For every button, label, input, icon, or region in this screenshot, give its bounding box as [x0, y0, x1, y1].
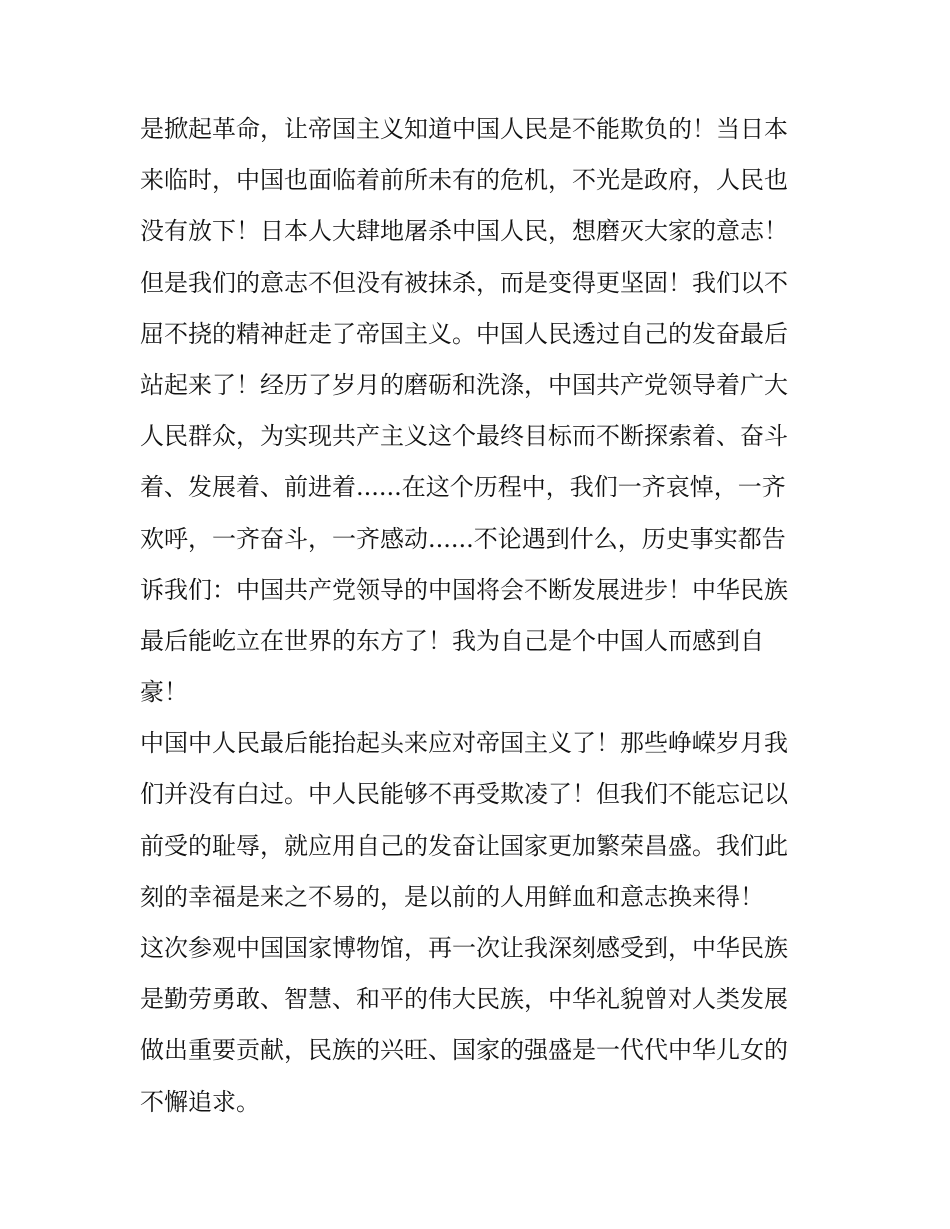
text-line: 欢呼，一齐奋斗，一齐感动......不论遇到什么，历史事实都告 [140, 524, 786, 553]
text-line: 着、发展着、前进着......在这个历程中，我们一齐哀悼，一齐 [140, 473, 786, 502]
text-line: 屈不挠的精神赶走了帝国主义。中国人民透过自己的发奋最后 [140, 319, 788, 348]
text-line: 人民群众，为实现共产主义这个最终目标而不断探索着、奋斗 [140, 422, 788, 451]
text-line: 是勤劳勇敢、智慧、和平的伟大民族，中华礼貌曾对人类发展 [140, 985, 788, 1014]
text-line: 中国中人民最后能抬起头来应对帝国主义了！那些峥嵘岁月我 [140, 729, 788, 758]
text-line: 这次参观中国国家博物馆，再一次让我深刻感受到，中华民族 [140, 934, 788, 962]
text-line: 来临时，中国也面临着前所未有的危机，不光是政府，人民也 [140, 166, 788, 195]
text-line: 豪！ [140, 678, 188, 707]
paragraph-3 [140, 923, 812, 1128]
text-line: 最后能屹立在世界的东方了！我为自己是个中国人而感到自 [140, 626, 764, 655]
text-line: 刻的幸福是来之不易的，是以前的人用鲜血和意志换来得！ [140, 882, 764, 911]
paragraph-1 [140, 104, 812, 718]
text-line: 前受的耻辱，就应用自己的发奋让国家更加繁荣昌盛。我们此 [140, 831, 788, 860]
text-line: 们并没有白过。中人民能够不再受欺凌了！但我们不能忘记以 [140, 780, 788, 809]
paragraph-2 [140, 718, 812, 923]
text-line: 是掀起革命，让帝国主义知道中国人民是不能欺负的！当日本 [140, 115, 788, 143]
document-body [140, 104, 812, 1128]
text-line: 做出重要贡献，民族的兴旺、国家的强盛是一代代中华儿女的 [140, 1036, 788, 1065]
text-line: 站起来了！经历了岁月的磨砺和洗涤，中国共产党领导着广大 [140, 370, 788, 399]
text-line: 但是我们的意志不但没有被抹杀，而是变得更坚固！我们以不 [140, 268, 788, 297]
text-line: 不懈追求。 [140, 1087, 260, 1116]
text-line: 没有放下！日本人大肆地屠杀中国人民，想磨灭大家的意志！ [140, 217, 788, 246]
text-line: 诉我们：中国共产党领导的中国将会不断发展进步！中华民族 [140, 575, 788, 604]
